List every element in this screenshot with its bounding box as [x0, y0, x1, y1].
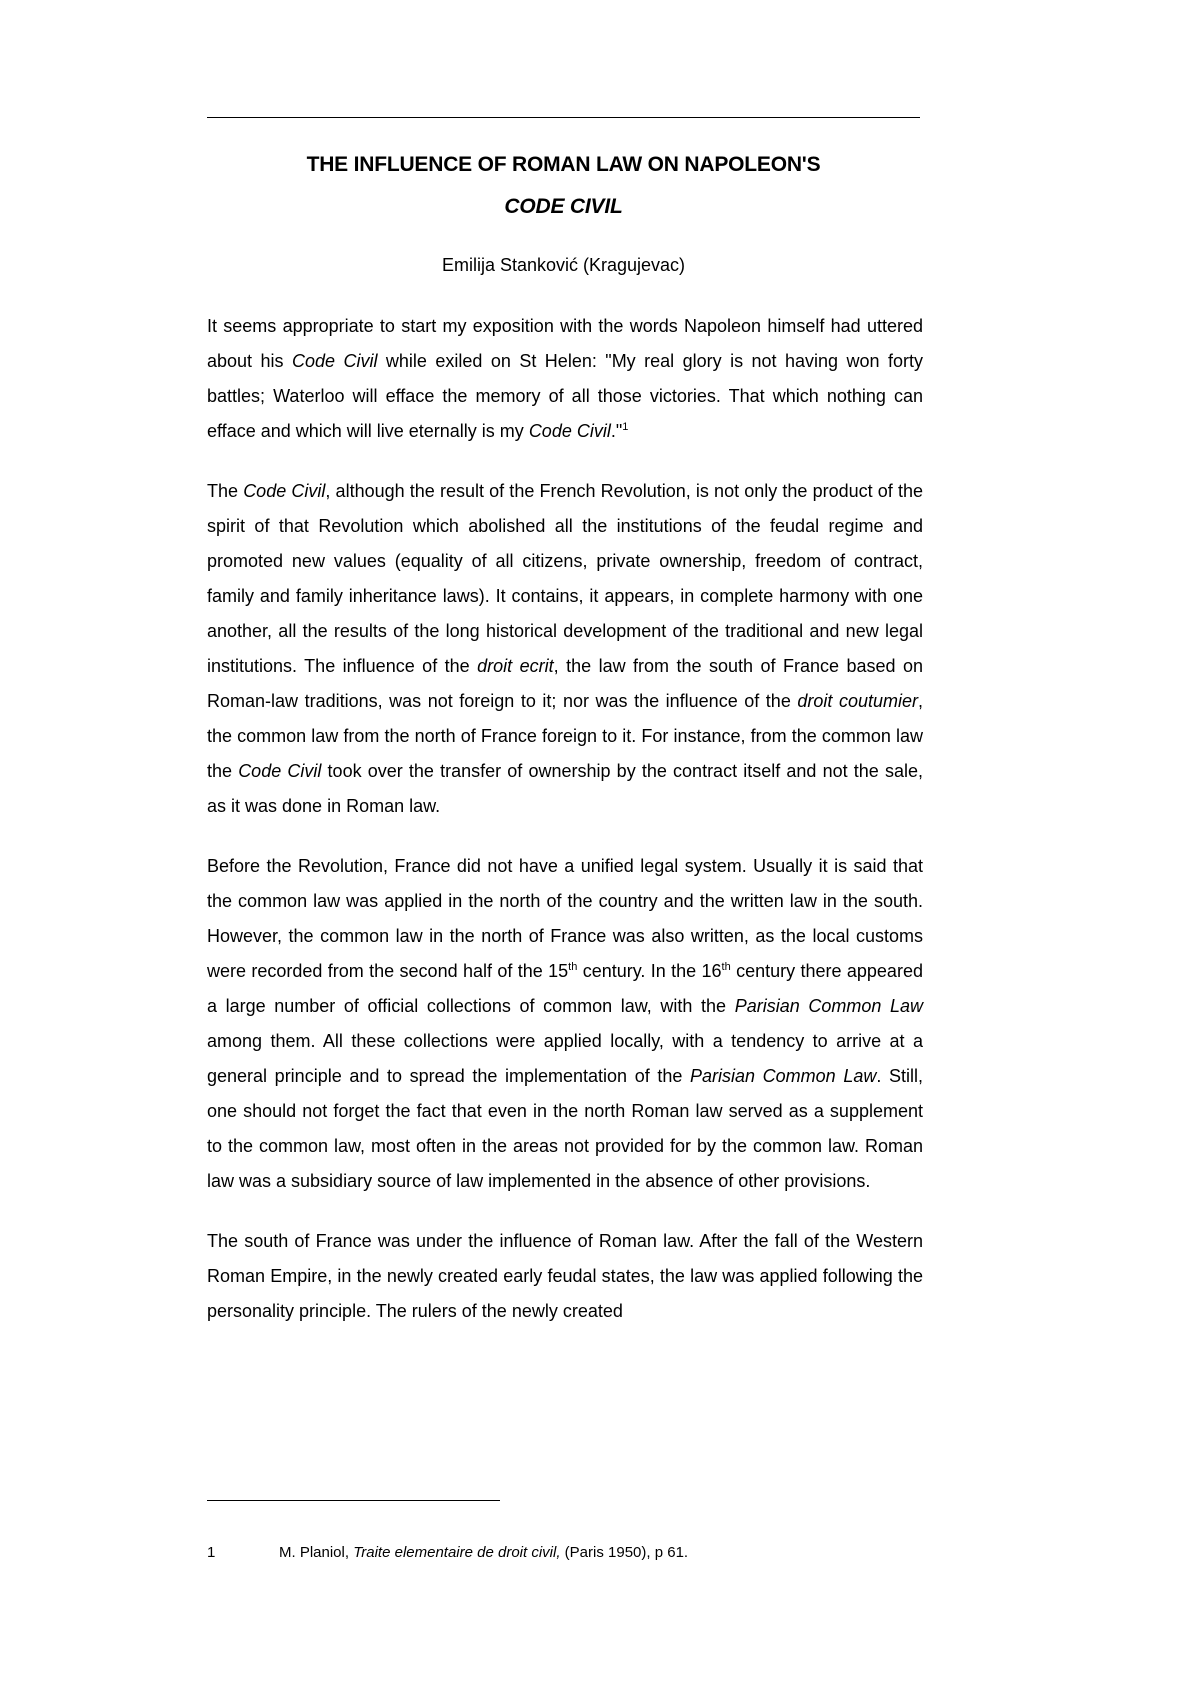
italic-run: Code Civil — [291, 351, 378, 371]
italic-run: droit coutumier — [797, 691, 918, 711]
italic-run: Parisian Common Law — [690, 1066, 877, 1086]
text-run: century there appeared a large number of official collections of common law, with the — [207, 961, 923, 1016]
italic-run: Code Civil — [243, 481, 326, 501]
text-run: , the law from the south of France based on Roman-law traditions, was not foreign to it; nor was the influence of the — [207, 656, 923, 711]
body-text — [207, 309, 923, 1354]
footnote-separator — [207, 1500, 500, 1501]
title-line-1: THE INFLUENCE OF ROMAN LAW ON NAPOLEON'S — [306, 153, 821, 176]
text-run: took over the transfer of ownership by the contract itself and not the sale, as it was done in Roman law. — [207, 761, 923, 816]
text-run: century. In the 16 — [577, 961, 722, 981]
italic-run: Code Civil — [528, 421, 611, 441]
document-title — [207, 144, 920, 228]
paragraph-3 — [207, 849, 923, 1199]
text-run: , the common law from the north of France foreign to it. For instance, from the common law the — [207, 691, 923, 781]
header-rule — [207, 117, 920, 118]
text-run: (Paris 1950), p 61. — [560, 1544, 689, 1561]
footnote-number: 1 — [207, 1544, 216, 1561]
text-run: while exiled on St Helen: "My real glory is not having won forty battles; Waterloo will efface the memory of all those victories. That which nothing can efface and which will live eternally is my — [207, 351, 923, 441]
paragraph-2 — [207, 474, 923, 824]
text-run: M. Planiol, — [279, 1544, 354, 1561]
text-run: It seems appropriate to start my exposition with the words Napoleon himself had uttered about his — [207, 316, 923, 371]
footnote-1 — [207, 1543, 923, 1563]
author-line: Emilija Stanković (Kragujevac) — [441, 255, 686, 275]
italic-run: Parisian Common Law — [734, 996, 923, 1016]
text-run: The — [207, 481, 244, 501]
text-run: Before the Revolution, France did not have a unified legal system. Usually it is said that the common law was applied in the north of the country and the written law in the south. However, the common law in the north of France was also written, as the local customs were recorded from the second half of the 15 — [207, 856, 923, 981]
text-run: The south of France was under the influence of Roman law. After the fall of the Western Roman Empire, in the newly created early feudal states, the law was applied following the personality principle. The rulers of the newly created — [207, 1231, 923, 1321]
paragraph-1 — [207, 309, 923, 449]
text-run: , although the result of the French Revolution, is not only the product of the spirit of that Revolution which abolished all the institutions of the feudal regime and promoted new values (equality of all citizens, private ownership, freedom of contract, family and family inheritance laws). It contains, it appears, in complete harmony with one another, all the results of the long historical development of the traditional and new legal institutions. The influence of the — [207, 481, 923, 676]
paragraph-4 — [207, 1224, 923, 1329]
superscript: th — [568, 961, 578, 973]
italic-run: droit ecrit — [477, 656, 554, 676]
text-run: . Still, one should not forget the fact that even in the north Roman law served as a supplement to the common law, most often in the areas not provided for by the common law. Roman law was a subsidiary source of law implemented in the absence of other provisions. — [207, 1066, 923, 1191]
text-run: ." — [610, 421, 623, 441]
superscript: th — [721, 961, 731, 973]
italic-run: Traite elementaire de droit civil, — [353, 1544, 561, 1561]
italic-run: Code Civil — [238, 761, 322, 781]
footnote-ref-1[interactable]: 1 — [622, 421, 629, 433]
title-line-2: CODE CIVIL — [504, 195, 623, 218]
text-run: among them. All these collections were applied locally, with a tendency to arrive at a general principle and to spread the implementation of the — [207, 1031, 923, 1086]
